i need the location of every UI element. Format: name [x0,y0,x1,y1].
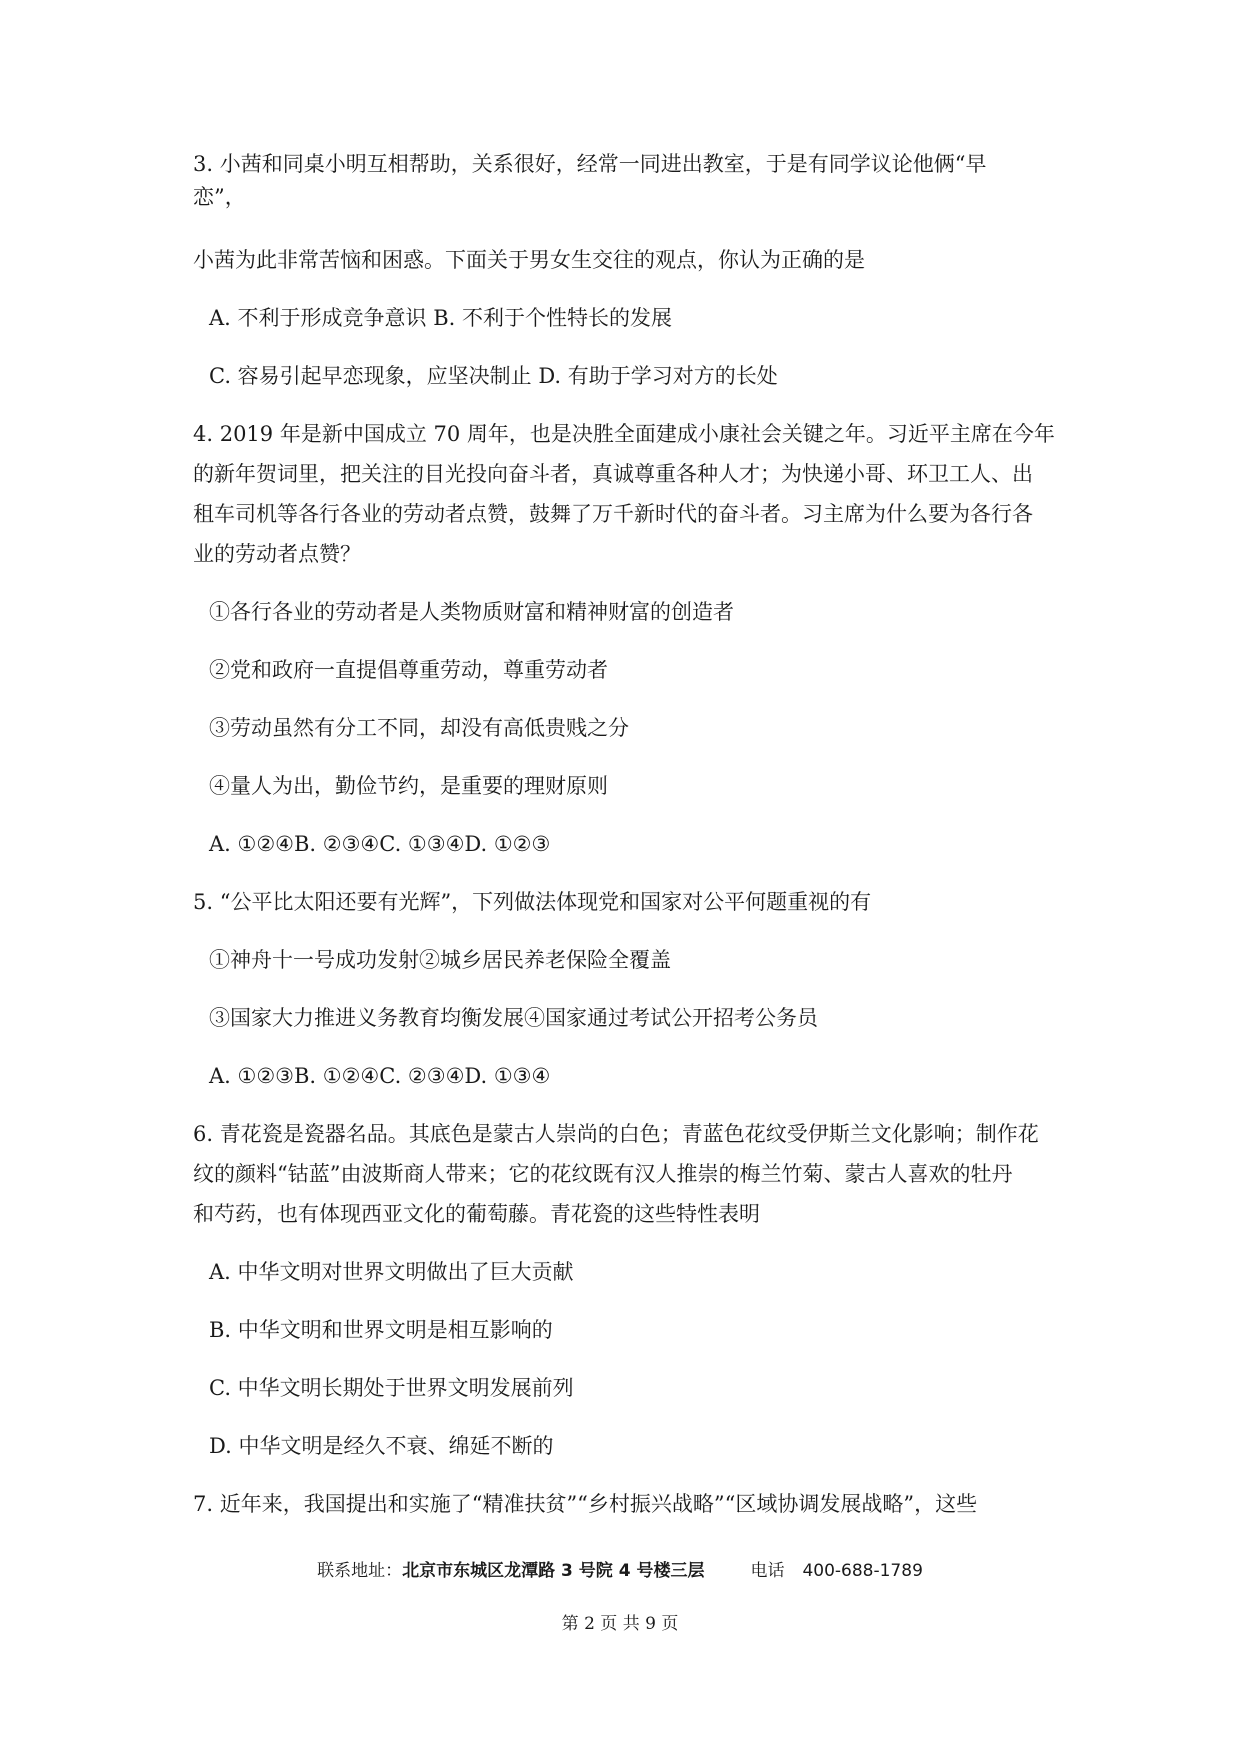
q4-stem-line3: 租车司机等各行各业的劳动者点赞，鼓舞了万千新时代的奋斗者。习主席为什么要为各行各 [193,502,1033,526]
page-content [193,150,1055,1519]
q4-stem-line1: 4. 2019 年是新中国成立 70 周年，也是决胜全面建成小康社会关键之年。习近平主席在今年 [193,422,1055,446]
question-7 [193,1490,1055,1519]
page-number: 第 2 页 共 9 页 [561,1614,679,1634]
phone-label: 电话 [750,1561,785,1581]
q4-statement-2: ②党和政府一直提倡尊重劳动，尊重劳动者 [209,658,608,682]
question-5 [193,888,1055,1091]
footer-contact [0,1556,1240,1581]
question-3 [193,150,1055,391]
q7-stem-line1: 7. 近年来，我国提出和实施了“精准扶贫”“乡村振兴战略”“区域协调发展战略”，这些 [193,1492,978,1516]
q3-stem-line3: 小茜为此非常苦恼和困惑。下面关于男女生交往的观点，你认为正确的是 [193,248,865,272]
q4-statement-4: ④量人为出，勤俭节约，是重要的理财原则 [209,774,608,798]
q6-stem-line1: 6. 青花瓷是瓷器名品。其底色是蒙古人崇尚的白色；青蓝色花纹受伊斯兰文化影响；制作花 [193,1122,1039,1146]
q5-statements-line1: ①神舟十一号成功发射②城乡居民养老保险全覆盖 [209,948,671,972]
q6-option-c: C. 中华文明长期处于世界文明发展前列 [209,1376,574,1400]
q6-stem-line2: 纹的颜料“钴蓝”由波斯商人带来；它的花纹既有汉人推崇的梅兰竹菊、蒙古人喜欢的牡丹 [193,1162,1013,1186]
question-6 [193,1120,1055,1461]
q4-stem-line2: 的新年贺词里，把关注的目光投向奋斗者，真诚尊重各种人才；为快递小哥、环卫工人、出 [193,462,1033,486]
q3-options-line2: C. 容易引起早恋现象，应坚决制止 D. 有助于学习对方的长处 [209,364,778,388]
q6-option-a: A. 中华文明对世界文明做出了巨大贡献 [209,1260,574,1284]
address-label: 联系地址： [317,1561,403,1581]
q3-stem-line2: 恋”， [193,185,246,209]
q6-option-b: B. 中华文明和世界文明是相互影响的 [209,1318,553,1342]
q5-stem: 5. “公平比太阳还要有光辉”，下列做法体现党和国家对公平何题重视的有 [193,890,872,914]
q5-statements-line2: ③国家大力推进义务教育均衡发展④国家通过考试公开招考公务员 [209,1006,818,1030]
q5-options: A. ①②③B. ①②④C. ②③④D. ①③④ [209,1064,551,1088]
q3-stem-line1: 3. 小茜和同桌小明互相帮助，关系很好，经常一同进出教室，于是有同学议论他俩“早 [193,152,987,176]
question-4 [193,420,1055,859]
address-value: 北京市东城区龙潭路 3 号院 4 号楼三层 [402,1561,705,1581]
q6-stem-line3: 和芍药，也有体现西亚文化的葡萄藤。青花瓷的这些特性表明 [193,1202,760,1226]
q4-statement-3: ③劳动虽然有分工不同，却没有高低贵贱之分 [209,716,629,740]
q6-option-d: D. 中华文明是经久不衰、绵延不断的 [209,1434,554,1458]
q4-statement-1: ①各行各业的劳动者是人类物质财富和精神财富的创造者 [209,600,734,624]
q3-options-line1: A. 不利于形成竞争意识 B. 不利于个性特长的发展 [209,306,672,330]
phone-value: 400-688-1789 [802,1561,923,1581]
q4-options: A. ①②④B. ②③④C. ①③④D. ①②③ [209,832,551,856]
q4-stem-line4: 业的劳动者点赞？ [193,542,361,566]
